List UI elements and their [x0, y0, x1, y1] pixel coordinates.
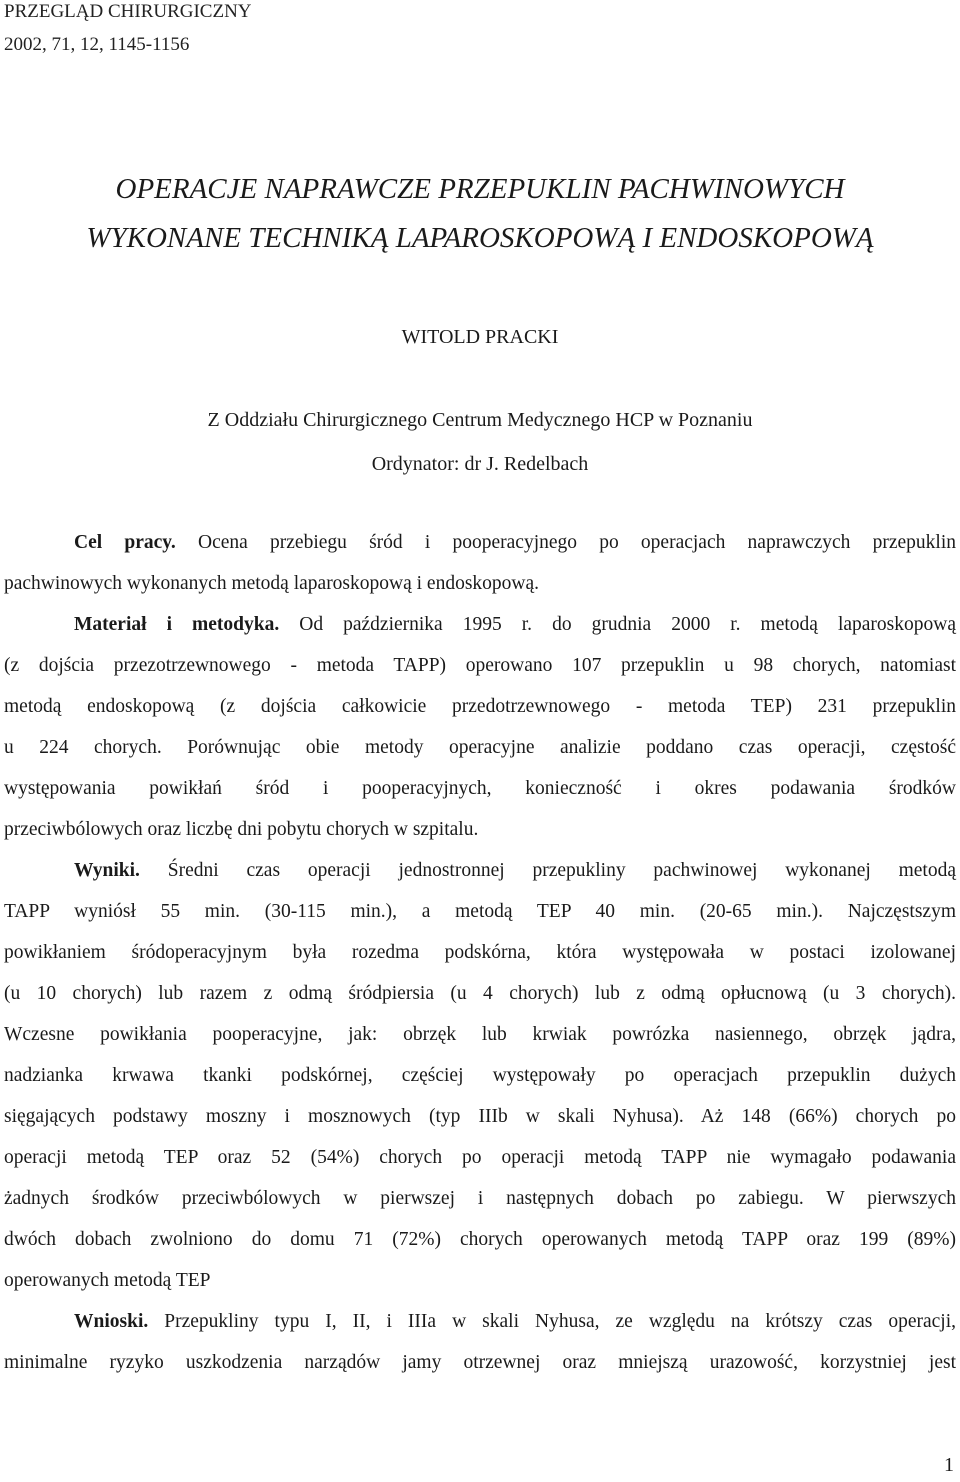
- section-heading-material: Materiał i metodyka.: [74, 614, 280, 635]
- abstract-text: TAPP wyniósł 55 min. (30-115 min.), a metodą TEP 40 min. (20-65 min.).: [4, 901, 823, 922]
- abstract-text: u 224 chorych.: [4, 737, 162, 758]
- journal-name: PRZEGLĄD CHIRURGICZNY: [4, 1, 252, 22]
- abstract-text: Ocena przebiegu śród i pooperacyjnego po operacjach naprawczych przepuklin: [175, 532, 956, 553]
- abstract-line: [4, 899, 956, 925]
- abstract-line: dwóch dobach zwolniono do domu 71 (72%) chorych operowanych metodą TAPP oraz 199 (89%): [4, 1229, 956, 1250]
- abstract-line: operowanych metodą TEP: [4, 1270, 211, 1291]
- abstract-line: [74, 530, 956, 556]
- abstract-line: (z dojścia przezotrzewnowego - metoda TAPP) operowano 107 przepuklin u 98 chorych, natomiast: [4, 655, 956, 676]
- affiliation-head: Ordynator: dr J. Redelbach: [371, 453, 589, 475]
- abstract-text: Średni czas operacji jednostronnej przepukliny pachwinowej wykonanej metodą: [139, 860, 956, 881]
- section-heading-cel: Cel pracy.: [74, 532, 176, 553]
- article-title-line-1: OPERACJE NAPRAWCZE PRZEPUKLIN PACHWINOWYCH: [115, 173, 845, 205]
- abstract-line: występowania powikłań śród i pooperacyjnych, konieczność i okres podawania środków: [4, 778, 956, 799]
- abstract-line: [74, 858, 956, 884]
- abstract-line: [74, 1309, 956, 1335]
- abstract-line: (u 10 chorych) lub razem z odmą śródpiersia (u 4 chorych) lub z odmą opłucnową (u 3 chorych).: [4, 983, 956, 1004]
- abstract-text: Od października 1995 r. do grudnia 2000 r. metodą laparoskopową: [279, 614, 956, 635]
- article-title-line-2: WYKONANE TECHNIKĄ LAPAROSKOPOWĄ I ENDOSKOPOWĄ: [86, 222, 874, 254]
- journal-reference: 2002, 71, 12, 1145-1156: [4, 34, 190, 55]
- abstract-line: sięgających podstawy moszny i mosznowych (typ IIIb w skali Nyhusa). Aż 148 (66%) chorych po: [4, 1106, 956, 1127]
- abstract-line: pachwinowych wykonanych metodą laparoskopową i endoskopową.: [4, 573, 540, 594]
- abstract-line: metodą endoskopową (z dojścia całkowicie przedotrzewnowego - metoda TEP) 231 przepuklin: [4, 696, 956, 717]
- abstract-line: minimalne ryzyko uszkodzenia narządów jamy otrzewnej oraz mniejszą urazowość, korzystniej jest: [4, 1352, 956, 1373]
- abstract-line: Wczesne powikłania pooperacyjne, jak: obrzęk lub krwiak powrózka nasiennego, obrzęk jądra,: [4, 1024, 956, 1045]
- abstract-line: [4, 735, 956, 761]
- affiliation-department: Z Oddziału Chirurgicznego Centrum Medycznego HCP w Poznaniu: [207, 409, 753, 431]
- abstract-text: Najczęstszym: [822, 901, 956, 922]
- abstract-text: Porównując obie metody operacyjne analizie poddano czas operacji, częstość: [161, 737, 956, 758]
- abstract-line: żadnych środków przeciwbólowych w pierwszej i następnych dobach po zabiegu. W pierwszych: [4, 1188, 956, 1209]
- abstract-line: przeciwbólowych oraz liczbę dni pobytu chorych w szpitalu.: [4, 819, 479, 840]
- abstract-text: Przepukliny typu I, II, i IIIa w skali Nyhusa, ze względu na krótszy czas operacji,: [148, 1311, 956, 1332]
- abstract-line: operacji metodą TEP oraz 52 (54%) chorych po operacji metodą TAPP nie wymagało podawania: [4, 1147, 956, 1168]
- section-heading-wnioski: Wnioski.: [74, 1311, 149, 1332]
- abstract-line: powikłaniem śródoperacyjnym była rozedma podskórna, która występowała w postaci izolowanej: [4, 942, 956, 963]
- abstract-line: nadzianka krwawa tkanki podskórnej, częściej występowały po operacjach przepuklin dużych: [4, 1065, 956, 1086]
- section-heading-wyniki: Wyniki.: [74, 860, 140, 881]
- abstract-line: [74, 612, 956, 638]
- author-name: WITOLD PRACKI: [401, 326, 559, 348]
- page-number: 1: [944, 1454, 954, 1476]
